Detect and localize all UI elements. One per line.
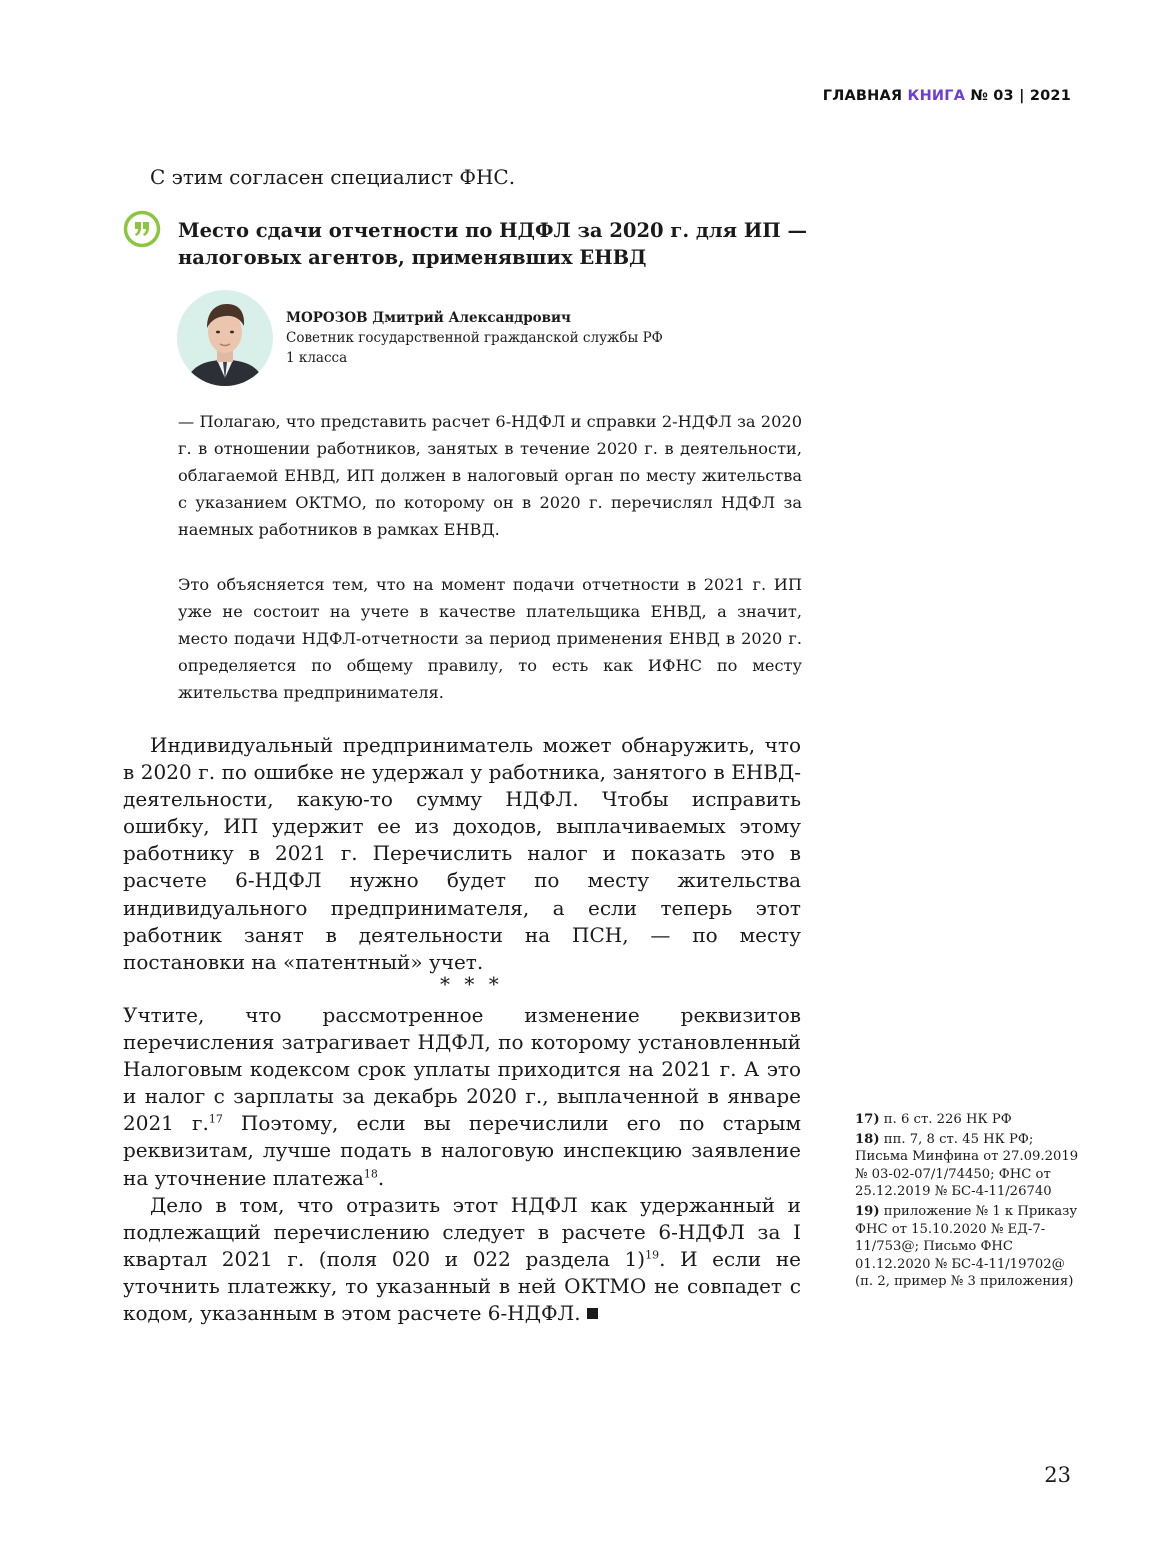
footnote-number: 18) (855, 1131, 880, 1147)
footnotes (855, 1111, 1085, 1293)
quote-icon (123, 210, 161, 248)
expert-name: МОРОЗОВ Дмитрий Александрович (286, 310, 571, 326)
footnote-text: пп. 7, 8 ст. 45 НК РФ; Письма Минфина от 27.09.2019 № 03-02-07/1/74450; ФНС от 25.12.2019 № БС-4-11/26740 (855, 1131, 1079, 1200)
interview-title: Место сдачи отчетности по НДФЛ за 2020 г. для ИП — налоговых агентов, применявших ЕНВД (178, 219, 807, 269)
section-separator: * * * (440, 972, 503, 996)
expert-answer-paragraph-2 (178, 571, 802, 706)
expert-avatar (177, 290, 273, 386)
text-segment: Поэтому, если вы перечислили его по старым реквизитам, лучше подать в налоговую инспекцию заявление на уточнение платежа (123, 1111, 801, 1190)
brand-part2: КНИГА (907, 88, 966, 104)
expert-position-line1: Советник государственной гражданской службы РФ (286, 330, 663, 346)
magazine-header (823, 88, 1071, 104)
brand-part1: ГЛАВНАЯ (822, 88, 903, 104)
expert-info (286, 308, 706, 368)
footnote-17 (855, 1111, 1085, 1129)
footnote-ref-19: 19 (645, 1248, 660, 1262)
footnote-18 (855, 1131, 1085, 1201)
issue-number: № 03 | 2021 (970, 88, 1071, 104)
body-text-main: Индивидуальный предприниматель может обнаружить, что в 2020 г. по ошибке не удержал у работника, занятого в ЕНВД-деятельности, какую-то сумму НДФЛ. Чтобы исправить ошибку, ИП удержит ее из доходов, выплачиваемых этому работнику в 2021 г. Перечислить налог и показать это в расчете 6-НДФЛ нужно будет по месту жительства индивидуального предпринимателя, а если теперь этот работник занят в деятельности на ПСН, — по месту постановки на «патентный» учет. (123, 733, 801, 974)
text-segment: . (377, 1165, 385, 1190)
lead-sentence: С этим согласен специалист ФНС. (150, 165, 516, 189)
footnote-ref-17: 17 (208, 1112, 223, 1126)
page-number: 23 (1044, 1463, 1071, 1487)
body-paragraph-after (123, 1002, 801, 1327)
end-of-article-mark (587, 1308, 598, 1319)
footnote-text: приложение № 1 к Приказу ФНС от 15.10.2020 № ЕД-7-11/753@; Письмо ФНС 01.12.2020 № БС-4-11/19702@ (п. 2, пример № 3 приложения) (855, 1203, 1078, 1290)
text-segment: Учтите, что рассмотренное изменение реквизитов перечисления затрагивает НДФЛ, по которому установленный Налоговым кодексом срок уплаты приходится на 2021 г. А это и налог с зарплаты за декабрь 2020 г., выплаченной в январе 2021 г. (123, 1003, 801, 1136)
expert-position-line2: 1 класса (286, 350, 348, 366)
footnote-number: 17) (855, 1112, 880, 1127)
answer-text-1: — Полагаю, что представить расчет 6-НДФЛ и справки 2-НДФЛ за 2020 г. в отношении работников, занятых в течение 2020 г. в деятельности, облагаемой ЕНВД, ИП должен в налоговый орган по месту жительства с указанием ОКТМО, по которому он в 2020 г. перечислял НДФЛ за наемных работников в рамках ЕНВД. (178, 412, 802, 539)
body-paragraph-main (123, 732, 801, 976)
expert-answer-paragraph-1 (178, 408, 802, 543)
footnote-number: 19) (855, 1203, 880, 1219)
footnote-19 (855, 1203, 1085, 1291)
footnote-ref-18: 18 (363, 1166, 378, 1180)
answer-text-2: Это объясняется тем, что на момент подачи отчетности в 2021 г. ИП уже не состоит на учете в качестве плательщика ЕНВД, а значит, место подачи НДФЛ-отчетности за период применения ЕНВД в 2020 г. определяется по общему правилу, то есть как ИФНС по месту жительства предпринимателя. (178, 575, 802, 702)
text-segment: Дело в том, что отразить этот НДФЛ как удержанный и подлежащий перечислению следует в расчете 6-НДФЛ за I квартал 2021 г. (поля 020 и 022 раздела 1) (123, 1192, 801, 1271)
text-segment: . И если не уточнить платежку, то указанный в ней ОКТМО не совпадет с кодом, указанным в этом расчете 6-НДФЛ. (123, 1246, 802, 1326)
body-text-last (123, 1192, 801, 1327)
body-text-after (123, 1002, 801, 1192)
footnote-text: п. 6 ст. 226 НК РФ (883, 1112, 1012, 1127)
